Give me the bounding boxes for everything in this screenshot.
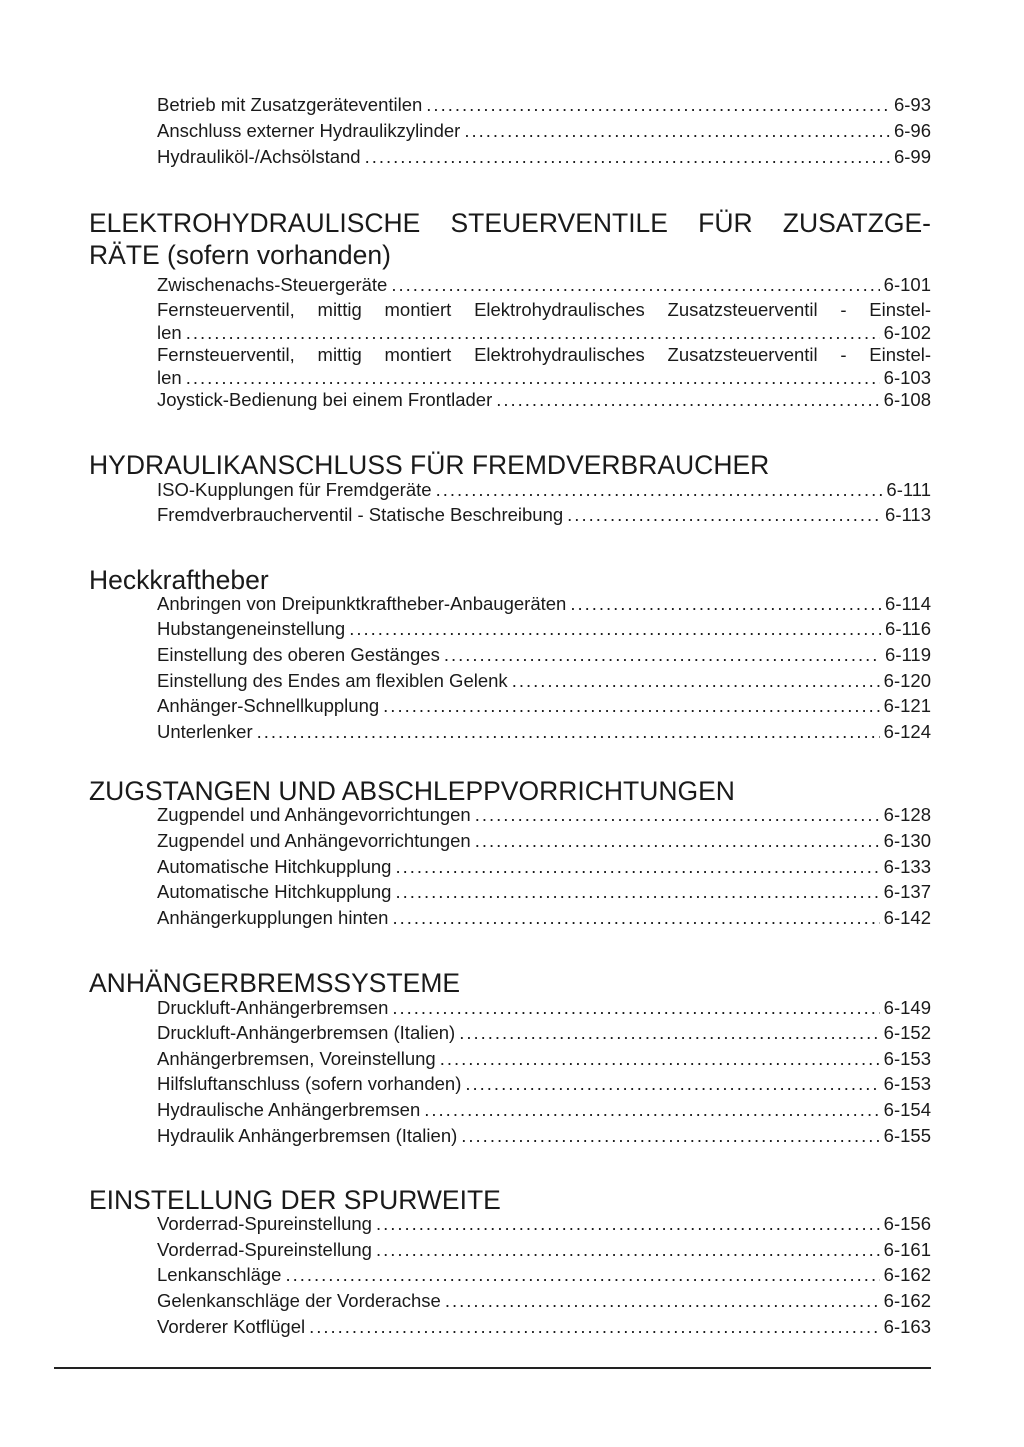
toc-entry-page: 6-156 — [883, 1213, 931, 1234]
toc-leader-dots — [309, 1314, 880, 1340]
toc-leader-dots — [570, 591, 881, 617]
toc-leader-dots — [426, 92, 890, 118]
toc-leader-dots — [445, 1288, 880, 1314]
toc-entry-page: 6-99 — [893, 146, 931, 167]
toc-entry-page: 6-120 — [883, 670, 931, 691]
toc-leader-dots — [395, 854, 879, 880]
toc-entry-title: Anhänger-Schnellkupplung — [157, 695, 380, 716]
toc-leader-dots — [285, 1262, 879, 1288]
toc-entry-title: Einstellung des Endes am flexiblen Gelenk — [157, 670, 508, 691]
toc-entry-title: Anbringen von Dreipunktkraftheber-Anbaugeräten — [157, 593, 567, 614]
toc-entry-title: Vorderer Kotflügel — [157, 1316, 306, 1337]
toc-entry[interactable] — [157, 1211, 931, 1237]
toc-entry-page: 6-114 — [885, 593, 931, 614]
toc-entry-line2 — [157, 321, 931, 344]
toc-entry-page: 6-130 — [883, 830, 931, 851]
toc-entry-title: Vorderrad-Spureinstellung — [157, 1213, 372, 1234]
toc-entry-page: 6-161 — [883, 1239, 931, 1260]
toc-entry-page: 6-137 — [883, 881, 931, 902]
toc-leader-dots — [496, 387, 879, 413]
toc-entry-multiline[interactable] — [157, 298, 931, 344]
toc-entry[interactable] — [157, 1288, 931, 1314]
toc-entry-page: 6-101 — [883, 274, 931, 295]
toc-leader-dots — [392, 905, 879, 931]
toc-entry-title: Unterlenker — [157, 721, 253, 742]
toc-entry[interactable] — [157, 668, 931, 694]
toc-entry-title: Joystick-Bedienung bei einem Frontlader — [157, 389, 493, 410]
toc-entry[interactable] — [157, 144, 931, 170]
toc-leader-dots — [459, 1020, 879, 1046]
toc-entry-page: 6-111 — [886, 479, 931, 500]
toc-entry[interactable] — [157, 272, 931, 298]
toc-entry[interactable] — [157, 879, 931, 905]
toc-entry-title: Hydraulik Anhängerbremsen (Italien) — [157, 1125, 458, 1146]
toc-entry-page: 6-153 — [883, 1073, 931, 1094]
toc-entry[interactable] — [157, 995, 931, 1021]
toc-entry-page: 6-142 — [883, 907, 931, 928]
toc-entry-title: Fremdverbraucherventil - Statische Beschreibung — [157, 504, 564, 525]
toc-entry[interactable] — [157, 1262, 931, 1288]
toc-entry-title: ISO-Kupplungen für Fremdgeräte — [157, 479, 432, 500]
toc-entry[interactable] — [157, 854, 931, 880]
toc-entry-title: Lenkanschläge — [157, 1264, 282, 1285]
toc-leader-dots — [475, 828, 880, 854]
toc-entry-page: 6-163 — [883, 1316, 931, 1337]
toc-entry-title: Druckluft-Anhängerbremsen — [157, 997, 389, 1018]
toc-entry-title-line2: len — [157, 322, 182, 343]
toc-entry[interactable] — [157, 1046, 931, 1072]
toc-entry[interactable] — [157, 118, 931, 144]
toc-entry-page: 6-96 — [893, 120, 931, 141]
toc-leader-dots — [424, 1097, 879, 1123]
toc-entry[interactable] — [157, 92, 931, 118]
toc-entry[interactable] — [157, 502, 931, 528]
section-heading: ELEKTROHYDRAULISCHE STEUERVENTILE FÜR ZUSATZGE- — [89, 208, 931, 238]
toc-entry-title: Zwischenachs-Steuergeräte — [157, 274, 388, 295]
section-heading: Heckkraftheber — [89, 565, 269, 595]
toc-entry-page: 6-116 — [885, 618, 931, 639]
toc-leader-dots — [512, 668, 880, 694]
toc-entry-title: Hydrauliköl-/Achsölstand — [157, 146, 361, 167]
toc-entry[interactable] — [157, 693, 931, 719]
toc-leader-dots — [475, 802, 880, 828]
toc-entry-page: 6-93 — [893, 94, 931, 115]
toc-entry[interactable] — [157, 477, 931, 503]
toc-leader-dots — [440, 1046, 880, 1072]
toc-entry[interactable] — [157, 1314, 931, 1340]
toc-entry-title-line1: Fernsteuerventil, mittig montiert Elektrohydraulisches Zusatzsteuerventil - Einstel- — [157, 344, 931, 365]
toc-entry-title: Automatische Hitchkupplung — [157, 881, 392, 902]
toc-entry-title: Einstellung des oberen Gestänges — [157, 644, 440, 665]
toc-leader-dots — [257, 719, 880, 745]
toc-entry-page: 6-133 — [883, 856, 931, 877]
section-heading-continued: RÄTE (sofern vorhanden) — [89, 240, 391, 270]
toc-entry-title-line1: Fernsteuerventil, mittig montiert Elektrohydraulisches Zusatzsteuerventil - Einstel- — [157, 299, 931, 320]
toc-entry-page: 6-103 — [883, 367, 931, 388]
section-heading: EINSTELLUNG DER SPURWEITE — [89, 1185, 501, 1215]
toc-entry-multiline[interactable] — [157, 343, 931, 389]
toc-entry-page: 6-149 — [883, 997, 931, 1018]
toc-entry-page: 6-155 — [883, 1125, 931, 1146]
toc-entry-title: Automatische Hitchkupplung — [157, 856, 392, 877]
toc-entry[interactable] — [157, 719, 931, 745]
toc-leader-dots — [349, 616, 881, 642]
toc-entry-page: 6-154 — [883, 1099, 931, 1120]
toc-entry-title-line2: len — [157, 367, 182, 388]
toc-entry-title: Anhängerkupplungen hinten — [157, 907, 389, 928]
toc-entry-page: 6-124 — [883, 721, 931, 742]
toc-entry[interactable] — [157, 591, 931, 617]
toc-entry-title: Druckluft-Anhängerbremsen (Italien) — [157, 1022, 456, 1043]
toc-entry-title: Gelenkanschläge der Vorderachse — [157, 1290, 441, 1311]
toc-entry-page: 6-162 — [883, 1290, 931, 1311]
toc-entry-title: Anhängerbremsen, Voreinstellung — [157, 1048, 436, 1069]
toc-entry[interactable] — [157, 905, 931, 931]
section-heading: ZUGSTANGEN UND ABSCHLEPPVORRICHTUNGEN — [89, 776, 735, 806]
toc-leader-dots — [465, 1071, 879, 1097]
toc-leader-dots — [395, 879, 879, 905]
toc-entry-line2 — [157, 366, 931, 389]
toc-entry-page: 6-162 — [883, 1264, 931, 1285]
toc-entry-page: 6-121 — [883, 695, 931, 716]
toc-entry[interactable] — [157, 387, 931, 413]
toc-entry-title: Hydraulische Anhängerbremsen — [157, 1099, 421, 1120]
toc-entry-page: 6-153 — [883, 1048, 931, 1069]
footer-divider — [54, 1367, 931, 1369]
toc-entry[interactable] — [157, 642, 931, 668]
toc-leader-dots — [186, 366, 880, 389]
toc-leader-dots — [567, 502, 881, 528]
toc-leader-dots — [383, 693, 880, 719]
toc-leader-dots — [464, 118, 890, 144]
section-heading: ANHÄNGERBREMSSYSTEME — [89, 968, 461, 998]
toc-leader-dots — [365, 144, 890, 170]
toc-entry-title: Betrieb mit Zusatzgeräteventilen — [157, 94, 423, 115]
toc-entry[interactable] — [157, 1123, 931, 1149]
toc-leader-dots — [391, 272, 879, 298]
toc-leader-dots — [392, 995, 879, 1021]
toc-entry[interactable] — [157, 1237, 931, 1263]
toc-entry-title: Anschluss externer Hydraulikzylinder — [157, 120, 461, 141]
toc-entry-page: 6-108 — [883, 389, 931, 410]
toc-entry-page: 6-113 — [885, 504, 931, 525]
toc-leader-dots — [376, 1211, 880, 1237]
toc-leader-dots — [461, 1123, 879, 1149]
toc-entry[interactable] — [157, 1097, 931, 1123]
toc-entry-title: Hubstangeneinstellung — [157, 618, 346, 639]
toc-leader-dots — [436, 477, 883, 503]
toc-entry-title: Hilfsluftanschluss (sofern vorhanden) — [157, 1073, 462, 1094]
toc-entry-title: Vorderrad-Spureinstellung — [157, 1239, 372, 1260]
toc-entry-page: 6-152 — [883, 1022, 931, 1043]
toc-entry-title: Zugpendel und Anhängevorrichtungen — [157, 804, 471, 825]
toc-leader-dots — [186, 321, 880, 344]
toc-entry[interactable] — [157, 802, 931, 828]
toc-leader-dots — [444, 642, 881, 668]
toc-entry[interactable] — [157, 828, 931, 854]
toc-entry-page: 6-119 — [885, 644, 931, 665]
toc-entry-page: 6-128 — [883, 804, 931, 825]
toc-entry-title: Zugpendel und Anhängevorrichtungen — [157, 830, 471, 851]
toc-entry-page: 6-102 — [883, 322, 931, 343]
section-heading: HYDRAULIKANSCHLUSS FÜR FREMDVERBRAUCHER — [89, 450, 770, 480]
toc-leader-dots — [376, 1237, 880, 1263]
toc-entry[interactable] — [157, 1020, 931, 1046]
toc-entry[interactable] — [157, 616, 931, 642]
toc-entry[interactable] — [157, 1071, 931, 1097]
